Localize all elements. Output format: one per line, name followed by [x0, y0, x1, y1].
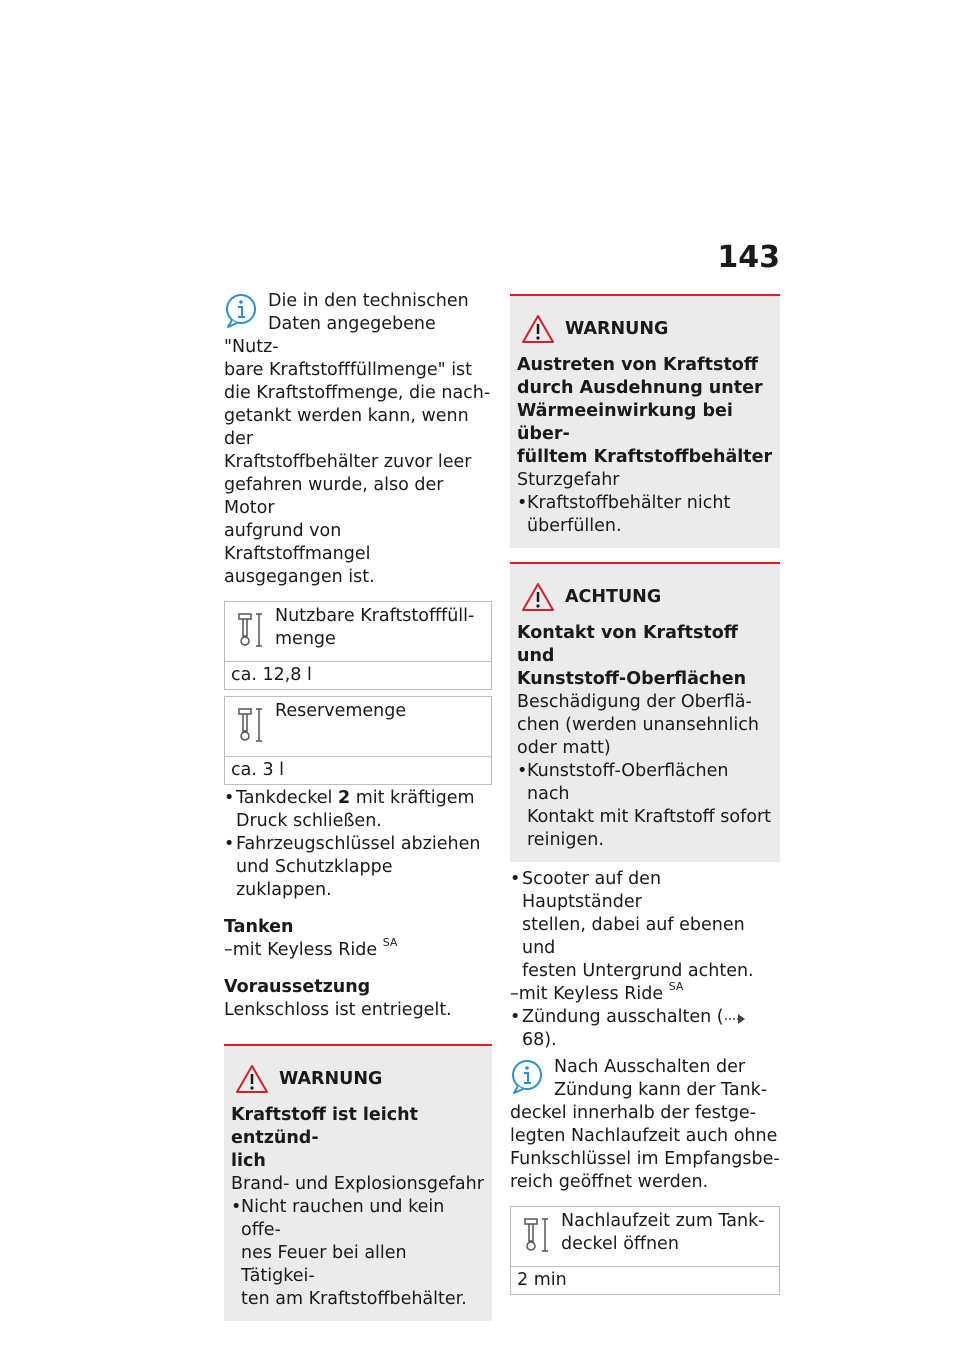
page-reference-arrow-icon[interactable]: [724, 1010, 746, 1024]
section-heading: Voraussetzung: [224, 977, 371, 997]
spec-label: deckel öffnen: [561, 1234, 679, 1254]
note-line: getankt werden kann, wenn der: [224, 406, 469, 449]
bullet-icon: •: [231, 1197, 242, 1217]
spec-reserve: [224, 696, 492, 785]
note-line: gefahren wurde, also der Motor: [224, 475, 444, 518]
note-line: die Kraftstoffmenge, die nach-: [224, 383, 491, 403]
warning-headline: Austreten von Kraftstoff durch Ausdehnung unter Wärmeeinwirkung bei über- fülltem Kraftstoffbehälter: [517, 355, 773, 467]
left-column: [224, 290, 492, 1321]
note-line: Daten angegebene "Nutz-: [224, 314, 436, 357]
spec-label: menge: [275, 629, 336, 649]
right-column: [510, 294, 780, 1295]
measurement-icon: [523, 1215, 553, 1255]
measurement-icon: [237, 705, 267, 745]
caution-subtitle: Beschädigung der Oberflä- chen (werden unansehnlich oder matt): [517, 692, 759, 758]
sa-badge: SA: [382, 936, 398, 949]
spec-header: [225, 697, 491, 757]
info-note: [510, 1056, 780, 1194]
list-item: • Nicht rauchen und kein offe- nes Feuer bei allen Tätigkei- ten am Kraftstoffbehälter.: [231, 1197, 467, 1309]
note-line: aufgrund von Kraftstoffmangel: [224, 521, 371, 564]
sa-badge: SA: [668, 980, 684, 993]
info-icon: [510, 1058, 548, 1096]
note-line: bare Kraftstofffüllmenge" ist: [224, 360, 473, 380]
caution-list: [517, 760, 773, 852]
spec-label: Nutzbare Kraftstofffüll-: [275, 606, 475, 626]
section-heading: Tanken: [224, 917, 294, 937]
note-text: Nach Ausschalten der Zündung kann der Tank- deckel innerhalb der festge- legten Nachlaufzeit auch ohne Funkschlüssel im Empfangsbe- reich geöffnet werden.: [510, 1057, 780, 1192]
caution-title: ACHTUNG: [517, 582, 773, 612]
warning-title: WARNUNG: [231, 1064, 485, 1094]
list-item: • Kunststoff-Oberflächen nach Kontakt mit Kraftstoff sofort reinigen.: [517, 761, 772, 850]
page-number: 143: [717, 240, 780, 275]
list-item: • Kraftstoffbehälter nicht überfüllen.: [517, 493, 731, 536]
list-item: • Tankdeckel 2 mit kräftigem Druck schließen.: [224, 788, 475, 831]
bullet-icon: •: [517, 493, 528, 513]
instruction-list: [510, 868, 780, 983]
keyless-ride-line: –mit Keyless Ride $^{SA}$: [224, 936, 398, 960]
bullet-icon: •: [224, 834, 235, 854]
keyless-ride-line: –mit Keyless Ride $^{SA}$: [510, 980, 684, 1004]
caution-headline: Kontakt von Kraftstoff und Kunststoff-Oberflächen: [517, 623, 747, 689]
note-line: ausgegangen ist.: [224, 567, 375, 587]
warning-subtitle: Sturzgefahr: [517, 470, 620, 490]
warning-headline: Kraftstoff ist leicht entzünd- lich: [231, 1105, 418, 1171]
spec-value: ca. 3 l: [231, 760, 285, 780]
spec-usable-fuel: [224, 601, 492, 690]
warning-list: [517, 492, 773, 538]
warning-triangle-icon: [521, 582, 555, 612]
spec-value: ca. 12,8 l: [231, 665, 312, 685]
warning-subtitle: Brand- und Explosionsgefahr: [231, 1174, 484, 1194]
warning-panel: [510, 294, 780, 548]
note-line: Die in den technischen: [268, 291, 469, 311]
warning-title: WARNUNG: [517, 314, 773, 344]
list-item: • Fahrzeugschlüssel abziehen und Schutzklappe zuklappen.: [224, 834, 481, 900]
info-icon: [224, 292, 262, 330]
warning-triangle-icon: [521, 314, 555, 344]
note-line: Kraftstoffbehälter zuvor leer: [224, 452, 472, 472]
bullet-icon: •: [224, 788, 235, 808]
spec-header: [511, 1207, 779, 1267]
note-text: [224, 290, 492, 589]
spec-header: [225, 602, 491, 662]
bullet-icon: •: [510, 869, 521, 889]
bullet-icon: •: [517, 761, 528, 781]
instruction-list: [510, 1006, 780, 1052]
warning-triangle-icon: [235, 1064, 269, 1094]
info-note: [224, 290, 492, 589]
spec-label: Nachlaufzeit zum Tank-: [561, 1211, 765, 1231]
spec-lid-timeout: [510, 1206, 780, 1295]
measurement-icon: [237, 610, 267, 650]
list-item: • Scooter auf den Hauptständer stellen, dabei auf ebenen und festen Untergrund achten.: [510, 869, 754, 981]
warning-panel: [224, 1044, 492, 1321]
bullet-icon: •: [510, 1007, 521, 1027]
page-reference[interactable]: 68).: [522, 1030, 557, 1050]
caution-panel: [510, 562, 780, 862]
spec-value: 2 min: [517, 1270, 567, 1290]
reference-number: 2: [337, 788, 351, 808]
warning-list: [231, 1196, 485, 1311]
spec-label: Reservemenge: [275, 701, 407, 721]
instruction-list: [224, 787, 492, 902]
prerequisite-text: Lenkschloss ist entriegelt.: [224, 1000, 452, 1020]
list-item: • Zündung ausschalten ( 68).: [510, 1006, 780, 1052]
